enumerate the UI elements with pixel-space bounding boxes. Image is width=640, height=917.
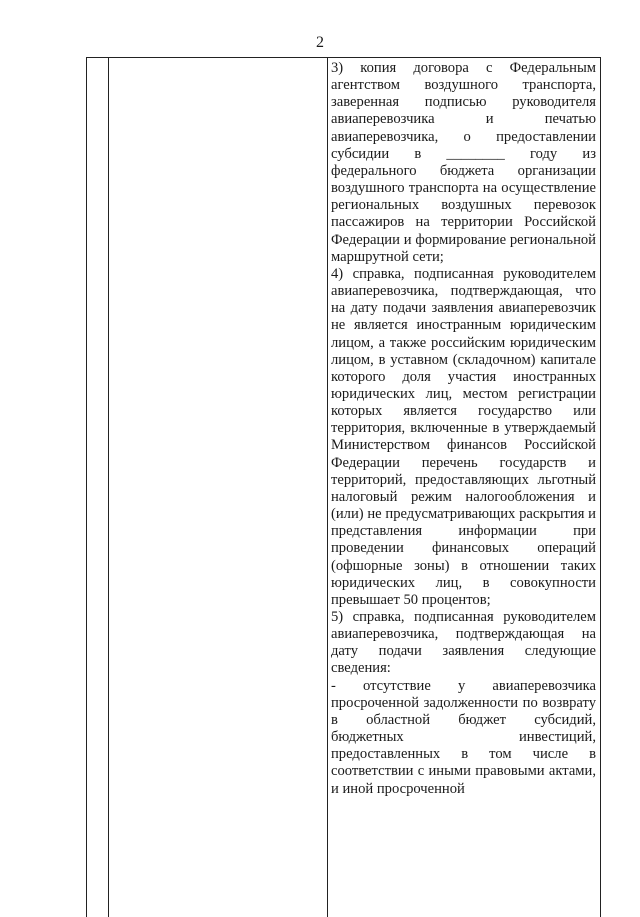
paragraph-subitem-debt: - отсутствие у авиаперевозчика просроченной задолженности по возврату в областной бюджет субсидий, бюджетных инвестиций, предоставленных в том числе в соответствии с иными правовыми актами, и иной просроченной [331,677,596,797]
table-cell-documents [331,60,596,798]
table-cell-name [109,58,327,917]
paragraph-item-4: 4) справка, подписанная руководителем авиаперевозчика, подтверждающая, что на дату подачи заявления авиаперевозчик не является иностранным юридическим лицом, а также российским юридическим лицом, в уставном (складочном) капитале которого доля участия иностранных юридических лиц, местом регистрации которых является государство или территория, включенные в утверждаемый Министерством финансов Российской Федерации перечень государств и территорий, предоставляющих льготный налоговый режим налогообложения и (или) не предусматривающих раскрытия и представления информации при проведении финансовых операций (офшорные зоны) в отношении таких юридических лиц, в совокупности превышает 50 процентов; [331,265,596,608]
table-cell-number [87,58,108,917]
paragraph-item-5: 5) справка, подписанная руководителем авиаперевозчика, подтверждающая на дату подачи заявления следующие сведения: [331,609,596,677]
document-table [86,57,601,917]
column-divider [327,58,328,917]
page-number: 2 [316,34,324,51]
paragraph-item-3: 3) копия договора с Федеральным агентством воздушного транспорта, заверенная подписью руководителя авиаперевозчика и печатью авиаперевозчика, о предоставлении субсидии в ________ году из федерального бюджета организации воздушного транспорта на осуществление региональных воздушных перевозок пассажиров на территории Российской Федерации и формирование региональной маршрутной сети; [331,60,596,265]
